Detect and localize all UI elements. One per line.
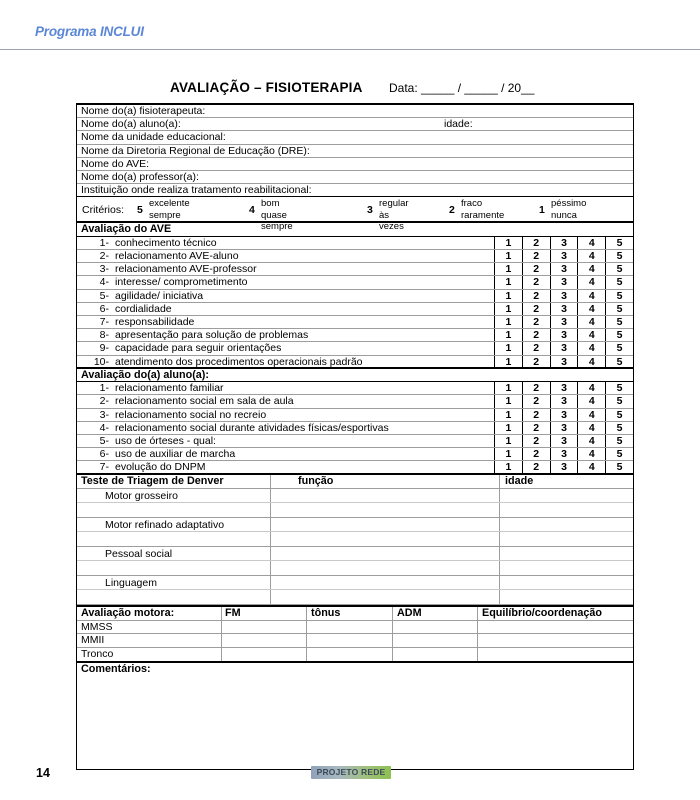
rating-option-5[interactable]: 5 (605, 250, 633, 262)
section-header-ave (77, 223, 633, 237)
rating-option-1[interactable]: 1 (494, 435, 522, 447)
logo-text: PROJETO REDE (316, 767, 386, 777)
rating-option-1[interactable]: 1 (494, 448, 522, 460)
item-label: responsabilidade (115, 315, 195, 328)
rating-scale (494, 422, 633, 434)
rating-option-2[interactable]: 2 (522, 290, 550, 302)
rating-option-1[interactable]: 1 (494, 422, 522, 434)
rating-option-1[interactable]: 1 (494, 276, 522, 288)
rating-scale (494, 435, 633, 447)
rating-option-4[interactable]: 4 (577, 316, 605, 328)
rating-scale (494, 356, 633, 367)
criteria-words (461, 198, 504, 221)
evaluation-form (76, 103, 634, 770)
rating-option-5[interactable]: 5 (605, 276, 633, 288)
motor-cell-label: Tronco (81, 647, 114, 660)
item-label: uso de auxiliar de marcha (115, 448, 236, 461)
rating-option-5[interactable]: 5 (605, 237, 633, 249)
rating-option-5[interactable]: 5 (605, 290, 633, 302)
rating-scale (494, 237, 633, 249)
rating-option-4[interactable]: 4 (577, 356, 605, 367)
criteria-word-line2: nunca (551, 209, 577, 221)
item-number: 7- (99, 315, 109, 328)
rating-option-4[interactable]: 4 (577, 435, 605, 447)
rating-option-4[interactable]: 4 (577, 395, 605, 407)
rating-option-2[interactable]: 2 (522, 395, 550, 407)
motor-row[interactable] (77, 648, 633, 662)
item-label: capacidade para seguir orientações (115, 342, 282, 355)
rating-row[interactable] (77, 448, 633, 461)
ave-items-list (77, 237, 633, 369)
rating-row[interactable] (77, 342, 633, 355)
rating-row[interactable] (77, 356, 633, 369)
item-label: agilidade/ iniciativa (115, 289, 204, 302)
motor-row[interactable] (77, 634, 633, 648)
rating-option-2[interactable]: 2 (522, 409, 550, 421)
rating-option-1[interactable]: 1 (494, 356, 522, 367)
item-number: 9- (99, 342, 109, 355)
rating-option-4[interactable]: 4 (577, 329, 605, 341)
rating-option-3[interactable]: 3 (550, 316, 578, 328)
rating-option-2[interactable]: 2 (522, 356, 550, 367)
field-label: Nome da Diretoria Regional de Educação (DRE): (81, 144, 310, 157)
rating-scale (494, 448, 633, 460)
rating-option-4[interactable]: 4 (577, 276, 605, 288)
field-unidade-educacional[interactable] (77, 131, 633, 144)
rating-option-4[interactable]: 4 (577, 461, 605, 472)
denver-item-label: Pessoal social (105, 547, 173, 560)
rating-scale (494, 276, 633, 288)
denver-section (77, 475, 633, 607)
motor-row[interactable] (77, 621, 633, 635)
rating-option-5[interactable]: 5 (605, 395, 633, 407)
item-number: 3- (99, 263, 109, 276)
rating-option-4[interactable]: 4 (577, 422, 605, 434)
item-label: relacionamento AVE-aluno (115, 250, 239, 262)
rating-option-5[interactable]: 5 (605, 342, 633, 354)
item-number: 2- (99, 250, 109, 262)
field-label: Nome do AVE: (81, 157, 150, 170)
rating-scale (494, 329, 633, 341)
running-header (0, 24, 700, 50)
denver-item-row[interactable] (77, 489, 633, 504)
section-title: Avaliação do(a) aluno(a): (81, 368, 209, 381)
rating-option-2[interactable]: 2 (522, 250, 550, 262)
field-label: Nome do(a) fisioterapeuta: (81, 105, 206, 117)
item-label: interesse/ comprometimento (115, 276, 248, 289)
rating-scale (494, 316, 633, 328)
item-number: 6- (99, 302, 109, 315)
item-label: conhecimento técnico (115, 236, 217, 249)
rating-scale (494, 395, 633, 407)
criteria-word-line1: péssimo (551, 198, 587, 210)
field-nome-ave[interactable] (77, 158, 633, 171)
item-label: cordialidade (115, 302, 172, 315)
criteria-word-line1: bom (261, 198, 280, 210)
rating-option-2[interactable]: 2 (522, 382, 550, 394)
item-number: 1- (99, 382, 109, 395)
rating-option-3[interactable]: 3 (550, 237, 578, 249)
denver-table (77, 475, 633, 605)
rating-option-1[interactable]: 1 (494, 461, 522, 472)
criteria-value: 2 (449, 204, 455, 217)
page-title: AVALIAÇÃO – FISIOTERAPIA (170, 80, 363, 95)
rating-option-2[interactable]: 2 (522, 422, 550, 434)
criteria-value: 4 (249, 204, 255, 217)
rating-row[interactable] (77, 290, 633, 303)
criteria-word-line2: sempre (149, 209, 181, 221)
rating-row[interactable] (77, 316, 633, 329)
rating-option-5[interactable]: 5 (605, 303, 633, 315)
denver-title: Teste de Triagem de Denver (81, 474, 224, 487)
item-number: 5- (99, 289, 109, 302)
rating-scale (494, 250, 633, 262)
motor-header-row (77, 607, 633, 621)
rating-option-2[interactable]: 2 (522, 435, 550, 447)
rating-option-3[interactable]: 3 (550, 356, 578, 367)
field-instituicao-reabilitacao[interactable] (77, 184, 633, 197)
rating-option-3[interactable]: 3 (550, 409, 578, 421)
rating-option-3[interactable]: 3 (550, 435, 578, 447)
rating-option-4[interactable]: 4 (577, 250, 605, 262)
rating-scale (494, 382, 633, 394)
item-label: apresentação para solução de problemas (115, 329, 309, 342)
rating-row[interactable] (77, 237, 633, 250)
rating-option-1[interactable]: 1 (494, 342, 522, 354)
rating-option-2[interactable]: 2 (522, 237, 550, 249)
denver-item-label: Motor grosseiro (105, 489, 178, 502)
rating-row[interactable] (77, 303, 633, 316)
item-number: 2- (99, 395, 109, 408)
rating-row[interactable] (77, 409, 633, 422)
item-label: relacionamento familiar (115, 382, 224, 395)
rating-option-1[interactable]: 1 (494, 409, 522, 421)
rating-option-2[interactable]: 2 (522, 461, 550, 472)
rating-option-5[interactable]: 5 (605, 422, 633, 434)
item-number: 10- (93, 355, 109, 368)
denver-item-label: Linguagem (105, 576, 157, 589)
rating-option-2[interactable]: 2 (522, 316, 550, 328)
rating-option-5[interactable]: 5 (605, 329, 633, 341)
criteria-value: 1 (539, 204, 545, 217)
rating-option-3[interactable]: 3 (550, 276, 578, 288)
item-label: uso de órteses - qual: (115, 434, 216, 447)
rating-option-3[interactable]: 3 (550, 250, 578, 262)
rating-row[interactable] (77, 461, 633, 474)
rating-option-2[interactable]: 2 (522, 276, 550, 288)
rating-option-3[interactable]: 3 (550, 303, 578, 315)
motor-col-tonus: tônus (311, 606, 341, 619)
rating-option-1[interactable]: 1 (494, 329, 522, 341)
field-label-idade: idade: (444, 118, 473, 131)
criteria-label: Critérios: (82, 204, 125, 217)
item-number: 1- (99, 236, 109, 249)
rating-row[interactable] (77, 276, 633, 289)
comments-label: Comentários: (81, 663, 151, 675)
denver-item-entry-row[interactable] (77, 561, 633, 576)
motor-col-fm: FM (225, 606, 241, 619)
field-label: Nome da unidade educacional: (81, 131, 226, 144)
denver-header-row (77, 475, 633, 489)
rating-option-4[interactable]: 4 (577, 303, 605, 315)
criteria-word-line2: raramente (461, 209, 505, 221)
rating-option-5[interactable]: 5 (605, 316, 633, 328)
rating-option-3[interactable]: 3 (550, 461, 578, 472)
rating-scale (494, 461, 633, 472)
item-label: evolução do DNPM (115, 461, 206, 474)
item-number: 4- (99, 276, 109, 289)
rating-option-5[interactable]: 5 (605, 409, 633, 421)
rating-option-4[interactable]: 4 (577, 237, 605, 249)
criteria-word-line1: excelente (149, 198, 190, 210)
denver-item-entry-row[interactable] (77, 590, 633, 605)
student-items-list (77, 382, 633, 474)
program-title: Programa INCLUI (35, 24, 144, 39)
rating-option-3[interactable]: 3 (550, 263, 578, 275)
criteria-words (149, 198, 190, 221)
criteria-value: 5 (137, 204, 143, 217)
field-label: Instituição onde realiza tratamento reabilitacional: (81, 184, 312, 197)
rating-option-2[interactable]: 2 (522, 263, 550, 275)
rating-option-3[interactable]: 3 (550, 342, 578, 354)
motor-col-equilibrio: Equilíbrio/coordenação (482, 606, 602, 619)
rating-option-4[interactable]: 4 (577, 290, 605, 302)
rating-scale (494, 290, 633, 302)
item-number: 8- (99, 329, 109, 342)
rating-option-2[interactable]: 2 (522, 329, 550, 341)
rating-option-4[interactable]: 4 (577, 342, 605, 354)
criteria-word-line1: fraco (461, 198, 483, 210)
denver-item-row[interactable] (77, 547, 633, 562)
rating-option-1[interactable]: 1 (494, 263, 522, 275)
rating-row[interactable] (77, 395, 633, 408)
rating-option-4[interactable]: 4 (577, 263, 605, 275)
rating-option-3[interactable]: 3 (550, 329, 578, 341)
rating-option-1[interactable]: 1 (494, 303, 522, 315)
item-number: 6- (99, 448, 109, 461)
rating-option-2[interactable]: 2 (522, 448, 550, 460)
item-label: relacionamento social em sala de aula (115, 395, 294, 408)
page-number: 14 (36, 766, 50, 780)
item-number: 4- (99, 421, 109, 434)
rating-option-5[interactable]: 5 (605, 263, 633, 275)
rating-option-1[interactable]: 1 (494, 237, 522, 249)
rating-row[interactable] (77, 263, 633, 276)
document-title-line (76, 80, 636, 100)
field-diretoria-regional[interactable] (77, 145, 633, 158)
rating-option-1[interactable]: 1 (494, 395, 522, 407)
item-label: relacionamento social durante atividades físicas/esportivas (115, 421, 389, 434)
field-fisioterapeuta[interactable] (77, 105, 633, 118)
denver-col-funcao: função (298, 474, 334, 487)
rating-option-4[interactable]: 4 (577, 382, 605, 394)
rating-scale (494, 342, 633, 354)
rating-option-3[interactable]: 3 (550, 382, 578, 394)
field-professor[interactable] (77, 171, 633, 184)
denver-rows (77, 489, 633, 605)
item-label: relacionamento social no recreio (115, 408, 267, 421)
motor-cell-label: MMSS (81, 620, 113, 633)
rating-row[interactable] (77, 329, 633, 342)
rating-option-1[interactable]: 1 (494, 316, 522, 328)
comments-box[interactable] (77, 663, 633, 769)
criteria-value: 3 (367, 204, 373, 217)
date-field-label: Data: _____ / _____ / 20__ (389, 81, 535, 95)
rating-row[interactable] (77, 435, 633, 448)
section-title: Avaliação do AVE (81, 223, 172, 236)
criteria-word-line2: quase sempre (261, 209, 293, 233)
item-number: 5- (99, 434, 109, 447)
rating-row[interactable] (77, 250, 633, 263)
denver-item-entry-row[interactable] (77, 503, 633, 518)
rating-row[interactable] (77, 382, 633, 395)
rating-option-5[interactable]: 5 (605, 461, 633, 472)
rating-option-3[interactable]: 3 (550, 422, 578, 434)
field-label: Nome do(a) aluno(a): (81, 118, 181, 131)
rating-option-5[interactable]: 5 (605, 435, 633, 447)
rating-option-1[interactable]: 1 (494, 290, 522, 302)
motor-cell-label: MMII (81, 634, 105, 646)
identification-block (77, 105, 633, 197)
rating-row[interactable] (77, 422, 633, 435)
item-number: 7- (99, 461, 109, 474)
projeto-rede-logo (311, 766, 391, 779)
item-number: 3- (99, 408, 109, 421)
denver-item-row[interactable] (77, 518, 633, 533)
rating-option-1[interactable]: 1 (494, 382, 522, 394)
rating-option-5[interactable]: 5 (605, 448, 633, 460)
rating-scale (494, 303, 633, 315)
rating-option-1[interactable]: 1 (494, 250, 522, 262)
rating-option-3[interactable]: 3 (550, 290, 578, 302)
item-label: relacionamento AVE-professor (115, 263, 257, 276)
field-aluno[interactable] (77, 118, 633, 131)
criteria-word-line1: regular (379, 198, 409, 210)
rating-option-5[interactable]: 5 (605, 356, 633, 367)
criteria-word-line2: às vezes (379, 209, 404, 233)
motor-rows (77, 621, 633, 662)
rating-option-3[interactable]: 3 (550, 448, 578, 460)
field-label: Nome do(a) professor(a): (81, 170, 199, 183)
motor-col-adm: ADM (397, 606, 422, 619)
rating-scale (494, 409, 633, 421)
criteria-words (551, 198, 586, 221)
denver-col-idade: idade (505, 474, 534, 487)
rating-option-2[interactable]: 2 (522, 342, 550, 354)
motor-evaluation-table (77, 607, 633, 664)
rating-option-4[interactable]: 4 (577, 409, 605, 421)
item-label: atendimento dos procedimentos operacionais padrão (115, 355, 363, 368)
rating-scale (494, 263, 633, 275)
denver-item-label: Motor refinado adaptativo (105, 518, 225, 531)
denver-item-row[interactable] (77, 576, 633, 591)
rating-option-2[interactable]: 2 (522, 303, 550, 315)
rating-option-5[interactable]: 5 (605, 382, 633, 394)
section-header-aluno (77, 369, 633, 383)
rating-option-3[interactable]: 3 (550, 395, 578, 407)
motor-title: Avaliação motora: (81, 606, 175, 619)
denver-item-entry-row[interactable] (77, 532, 633, 547)
rating-option-4[interactable]: 4 (577, 448, 605, 460)
